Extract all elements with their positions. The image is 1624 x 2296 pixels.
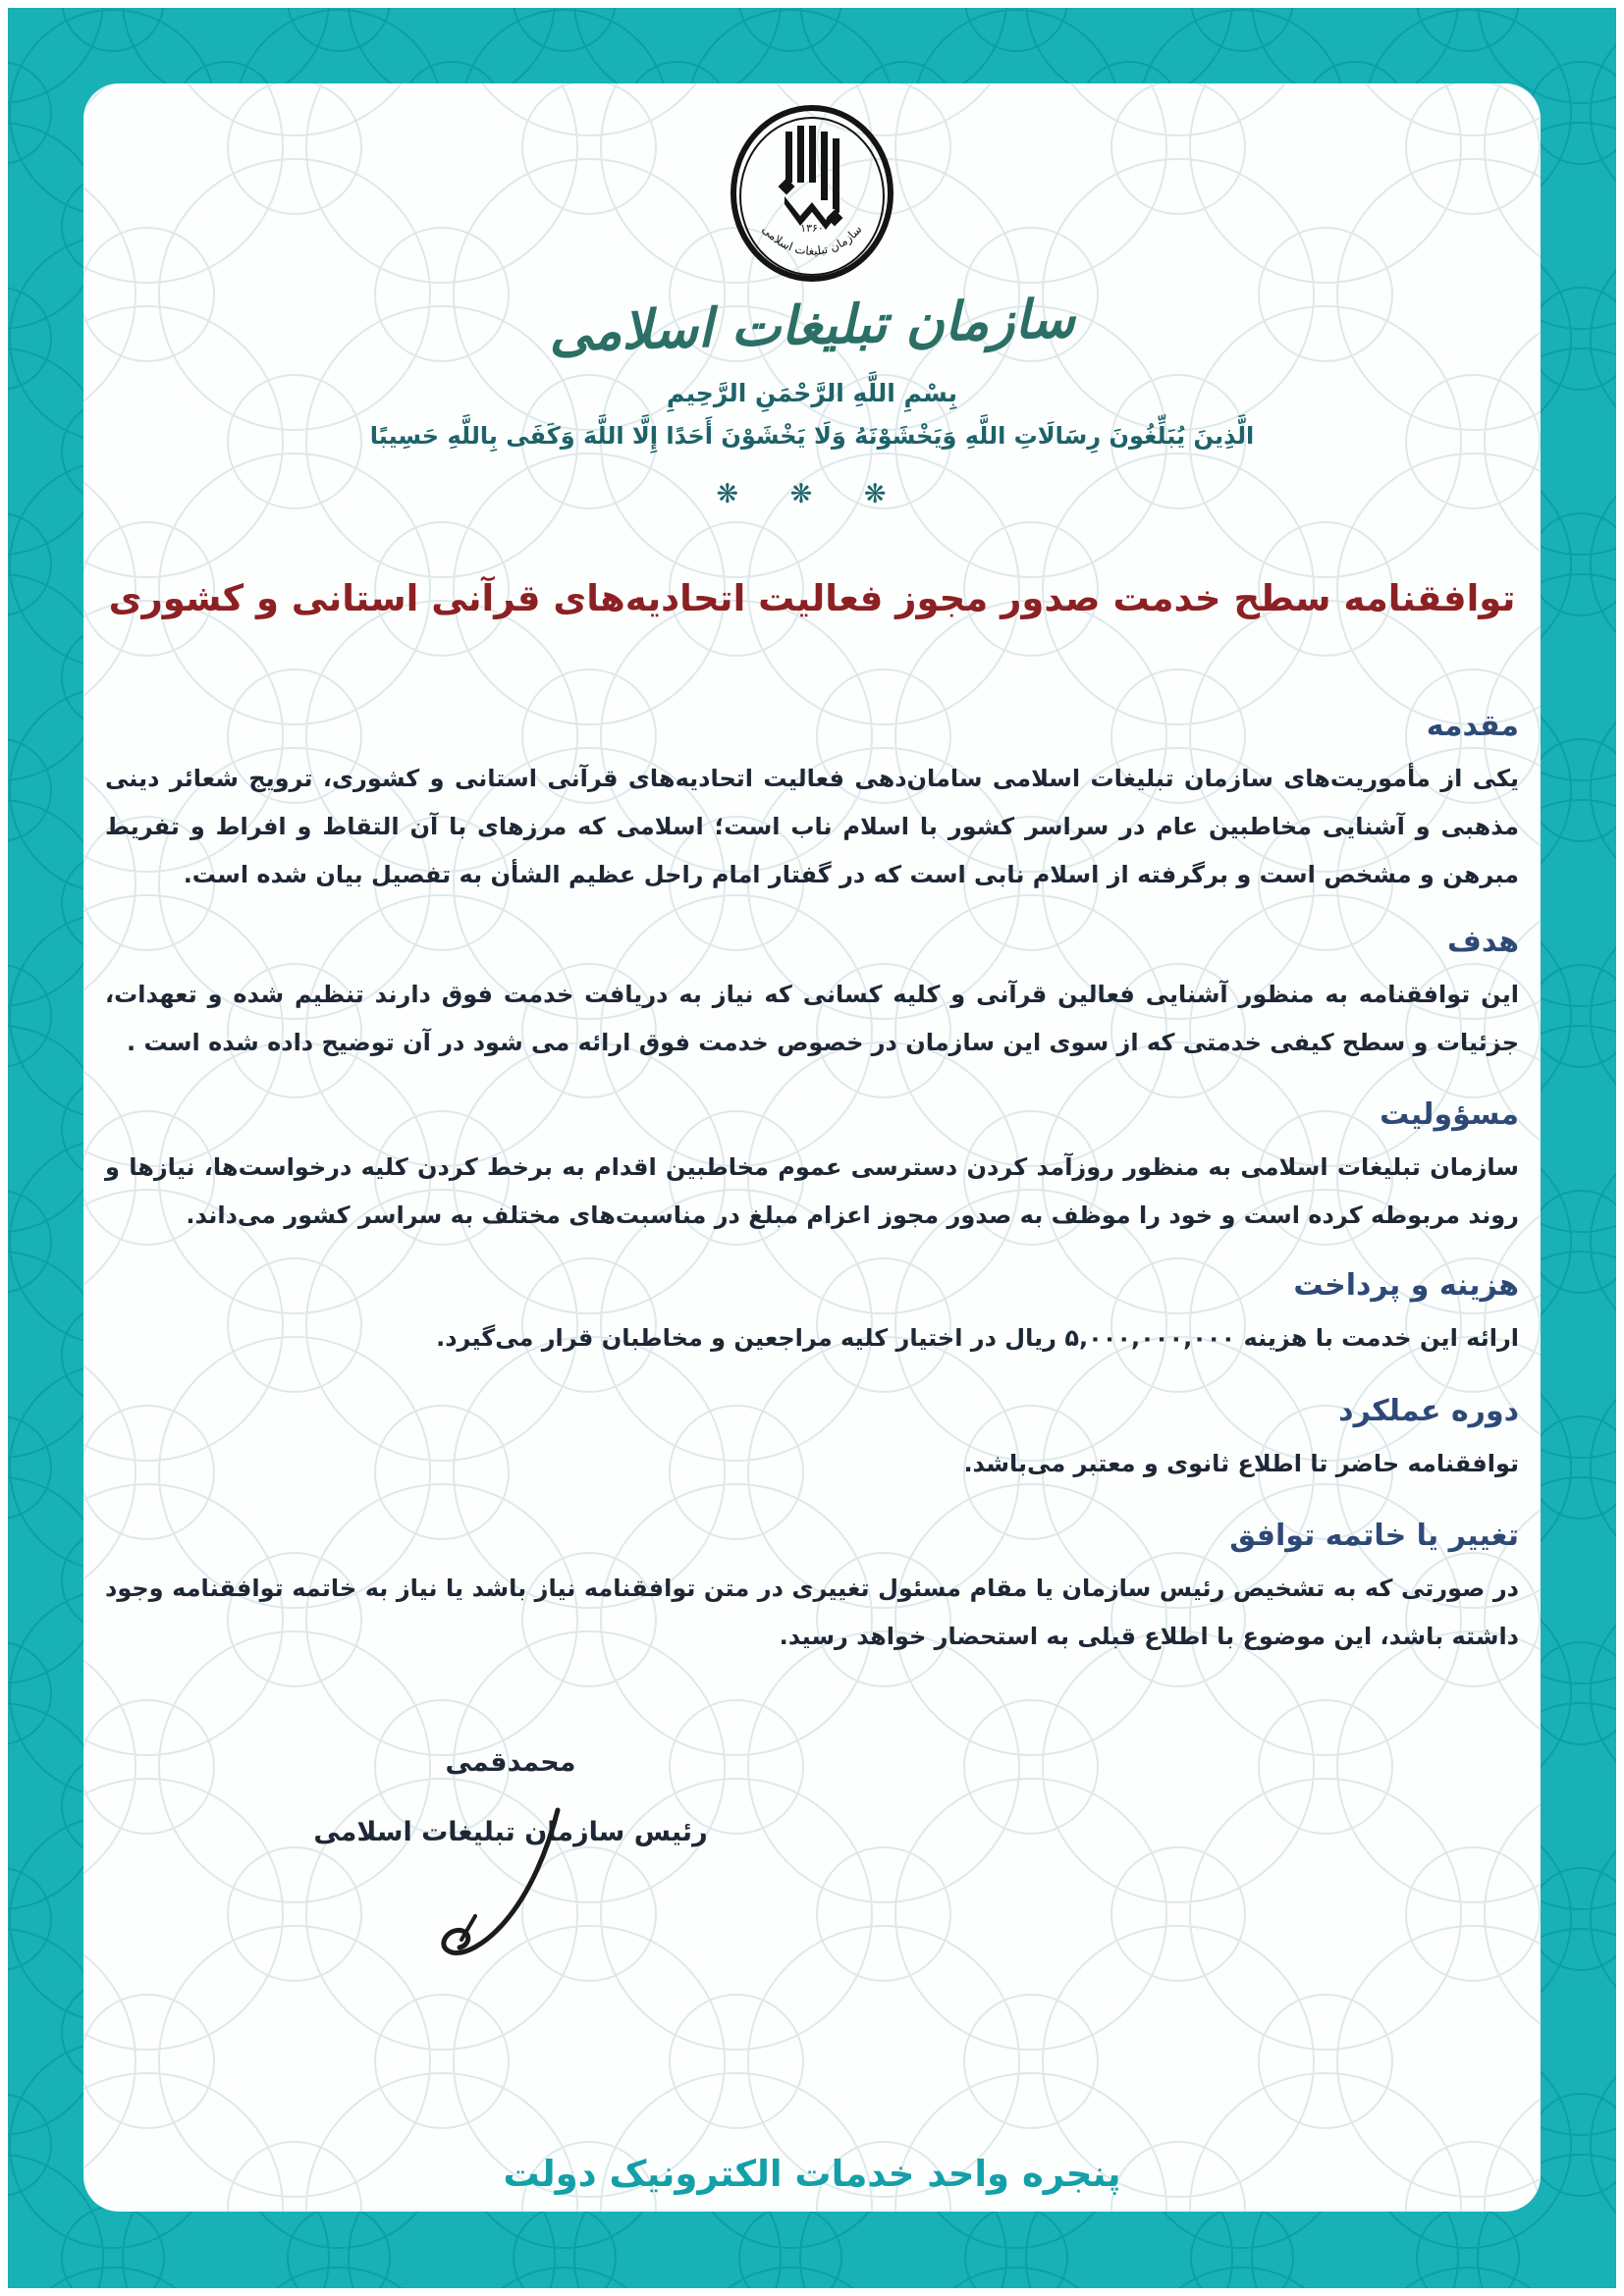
section-heading: هدف bbox=[1447, 925, 1519, 959]
handwritten-signature bbox=[410, 1802, 607, 1989]
organization-logo bbox=[724, 102, 900, 289]
section-body: ارائه این خدمت با هزینه ۵,۰۰۰,۰۰۰,۰۰۰ ریال در اختیار کلیه مراجعین و مخاطبان قرار می‌گیرد. bbox=[436, 1324, 1519, 1352]
signatory-title: رئیس سازمان تبلیغات اسلامی bbox=[313, 1817, 708, 1847]
document-section bbox=[105, 1268, 1519, 1362]
section-heading: تغییر یا خاتمه توافق bbox=[1229, 1519, 1519, 1553]
document-section bbox=[105, 709, 1519, 899]
bismillah-text: بِسْمِ اللَّهِ الرَّحْمَنِ الرَّحِيمِ bbox=[667, 379, 957, 407]
section-heading: مقدمه bbox=[1426, 709, 1519, 743]
kufic-allah-mark bbox=[779, 126, 843, 230]
logo-ring-text: سازمان تبلیغات اسلامی bbox=[759, 222, 865, 258]
document-section bbox=[105, 1097, 1519, 1240]
quran-verse: الَّذِينَ يُبَلِّغُونَ رِسَالَاتِ اللَّهِ وَيَخْشَوْنَهُ وَلَا يَخْشَوْنَ أَحَدًا إِلَّا اللَّهَ وَكَفَى بِاللَّهِ حَسِيبًا bbox=[369, 422, 1255, 450]
footer-text: پنجره واحد خدمات الکترونیک دولت bbox=[503, 2153, 1121, 2195]
organization-emblem-icon bbox=[724, 102, 900, 285]
section-heading: هزینه و پرداخت bbox=[1293, 1268, 1519, 1303]
document-section bbox=[105, 925, 1519, 1067]
section-heading: دوره عملکرد bbox=[1338, 1394, 1519, 1428]
section-body: توافقنامه حاضر تا اطلاع ثانوی و معتبر می‌باشد. bbox=[963, 1450, 1519, 1477]
section-heading: مسؤولیت bbox=[1380, 1097, 1519, 1132]
star-separator: ❋ ❋ ❋ bbox=[716, 479, 908, 509]
signatory-name: محمدقمی bbox=[445, 1747, 576, 1778]
section-body: یکی از مأموریت‌های سازمان تبلیغات اسلامی سامان‌دهی فعالیت اتحادیه‌های قرآنی استانی و کشوری، ترویج شعائر دینی مذهبی و آشنایی مخاطبین عام در سراسر کشور با اسلام ناب است؛ اسلامی که مرزهای با آن التقاط و افراط و تفریط مبرهن و مشخص است و برگرفته از اسلام نابی است که در گفتار امام راحل عظیم الشأن به تفصیل بیان شده است. bbox=[105, 765, 1519, 888]
section-body: در صورتی که به تشخیص رئیس سازمان یا مقام مسئول تغییری در متن توافقنامه نیاز باشد یا نیاز به خاتمه توافقنامه وجود داشته باشد، این موضوع با اطلاع قبلی به استحضار خواهد رسید. bbox=[105, 1575, 1519, 1650]
section-body: سازمان تبلیغات اسلامی به منظور روزآمد کردن دسترسی عموم مخاطبین اقدام به برخط کردن کلیه درخواست‌ها، نیازها و روند مربوطه کرده است و خود را موظف به صدور مجوز اعزام مبلغ در مناسبت‌های مختلف به سراسر کشور می‌داند. bbox=[105, 1153, 1519, 1229]
logo-year: ۱۳۶۰ bbox=[800, 222, 824, 235]
document-section bbox=[105, 1519, 1519, 1661]
document-section bbox=[105, 1394, 1519, 1488]
organization-calligraphy: سازمان تبلیغات اسلامی bbox=[548, 287, 1076, 364]
page-title: توافقنامه سطح خدمت صدور مجوز فعالیت اتحادیه‌های قرآنی استانی و کشوری bbox=[108, 577, 1516, 619]
section-body: این توافقنامه به منظور آشنایی فعالین قرآنی و کلیه کسانی که نیاز به دریافت خدمت فوق دارند تنظیم شده و تعهدات، جزئیات و سطح کیفی خدمتی که از سوی این سازمان در خصوص خدمت فوق ارائه می شود در آن توضیح داده شده است . bbox=[105, 981, 1519, 1056]
